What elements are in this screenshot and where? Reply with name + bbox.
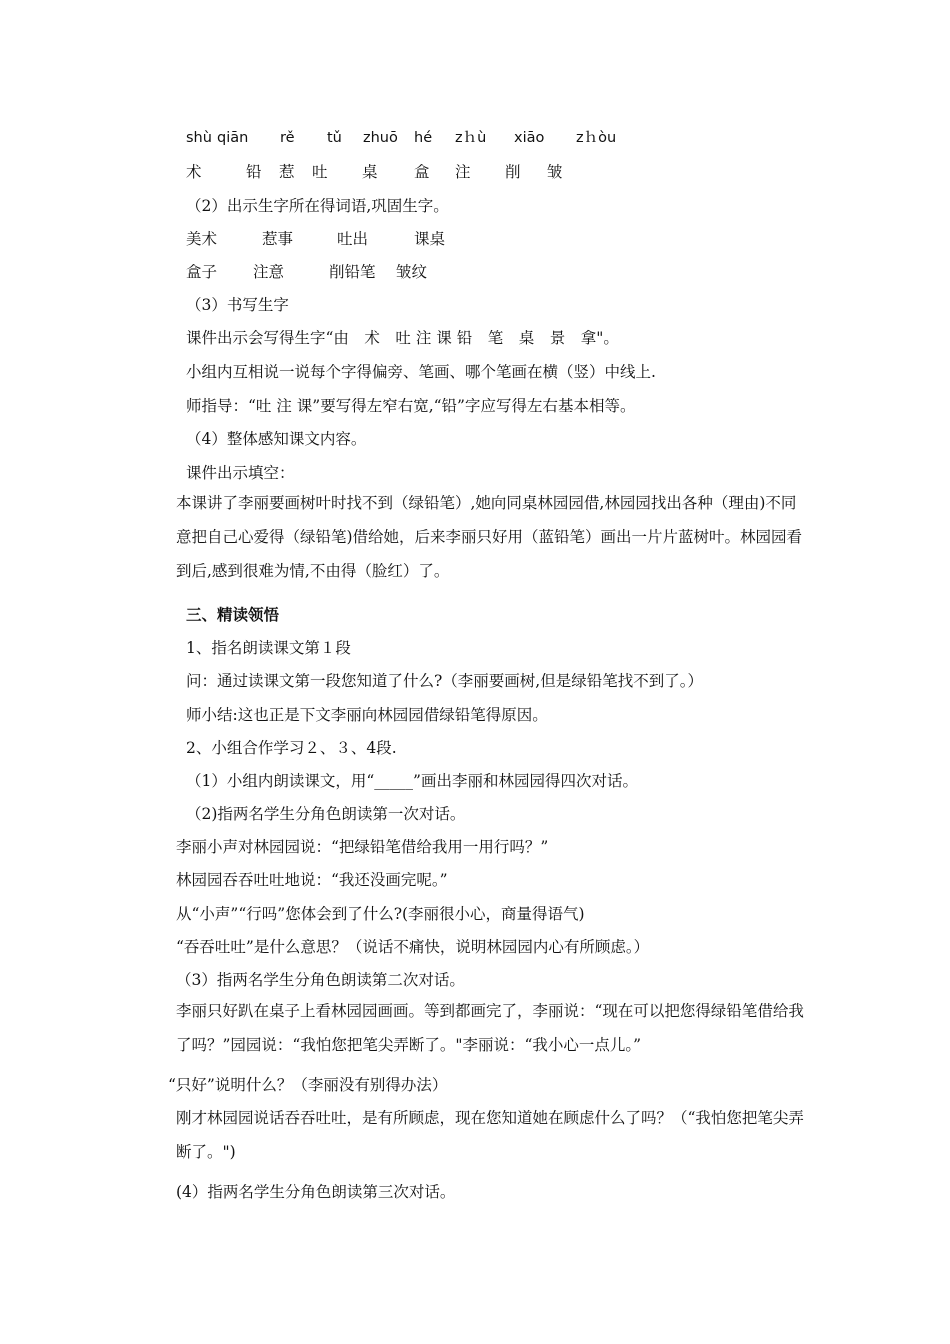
word-item: 美术 [186,230,218,248]
pinyin-item: zｈù [455,130,487,146]
summary-paragraph: 本课讲了李丽要画树叶时找不到（绿铅笔）,她向同桌林园园借,林园园找出各种（理由)不同意把自己心爱得（绿铅笔)借给她，后来李丽只好用（蓝铅笔）画出一片片蓝树叶。林园园看到后,感到很难为情,不由得（脸红）了。 [176,494,803,580]
dialog-1-line-a: 李丽小声对林园园说：“把绿铅笔借给我用一用行吗？” [176,838,549,856]
character-item: 皱 [547,163,563,181]
word-item: 惹事 [262,230,294,248]
character-item: 桌 [362,163,378,181]
step4-line-1: 课件出示填空： [186,464,295,482]
step3-line-2: 小组内互相说一说每个字得偏旁、笔画、哪个笔画在横（竖）中线上. [186,363,656,381]
step4-heading: （4）整体感知课文内容。 [186,430,367,448]
pinyin-item: tǔ [327,130,342,146]
pinyin-item: xiāo [514,130,545,146]
question-1: 问：通过读课文第一段您知道了什么?（李丽要画树,但是绿铅笔找不到了。） [186,672,703,690]
character-item: 吐 [312,163,328,181]
pinyin-item: rě [280,130,295,146]
pinyin-item: qiān [217,130,249,146]
step3-heading: （3）书写生字 [186,296,289,314]
dialog-1-line-b: 林园园吞吞吐吐地说：“我还没画完呢。” [176,871,448,889]
character-item: 盒 [414,163,430,181]
word-item: 皱纹 [396,263,428,281]
dialog-2-paragraph-2: 刚才林园园说话吞吞吐吐，是有所顾虑，现在您知道她在顾虑什么了吗？（“我怕您把笔尖弄断了。") [176,1109,804,1161]
character-item: 铅 [246,163,262,181]
pinyin-item: zｈòu [576,130,617,146]
pinyin-item: zhuō [363,130,398,146]
sub-item-1: （1）小组内朗读课文，用“_____”画出李丽和林园园得四次对话。 [186,772,638,790]
word-item: 削铅笔 [329,263,376,281]
step3-line-3: 师指导：“吐 注 课”要写得左窄右宽,“铅”字应写得左右基本相等。 [186,397,636,415]
pinyin-item: shù [186,130,212,146]
section-item-1: 1、指名朗读课文第１段 [186,639,351,657]
word-item: 课桌 [414,230,446,248]
character-item: 术 [186,163,202,181]
step2-heading: （2）出示生字所在得词语,巩固生字。 [186,197,449,215]
word-item: 盒子 [186,263,218,281]
word-item: 吐出 [337,230,369,248]
character-item: 削 [505,163,521,181]
word-item: 注意 [253,263,285,281]
character-item: 注 [455,163,471,181]
sub-item-4: (4）指两名学生分角色朗读第三次对话。 [176,1183,456,1201]
step3-line-1: 课件出示会写得生字“由 术 吐 注 课 铅 笔 桌 景 拿"。 [186,329,619,347]
character-item: 惹 [279,163,295,181]
summary-1: 师小结:这也正是下文李丽向林园园借绿铅笔得原因。 [186,706,548,724]
section-item-2: 2、小组合作学习２、３、4段. [186,739,397,757]
section-title: 三、精读领悟 [186,606,280,624]
sub-item-2: （2)指两名学生分角色朗读第一次对话。 [186,805,466,823]
dialog-1-question-2: “吞吞吐吐”是什么意思？（说话不痛快，说明林园园内心有所顾虑。） [176,938,650,956]
sub-item-3: （3）指两名学生分角色朗读第二次对话。 [176,971,465,989]
dialog-1-question: 从“小声”“行吗”您体会到了什么?(李丽很小心，商量得语气) [176,905,585,923]
pinyin-item: hé [414,130,433,146]
dialog-2-paragraph: 李丽只好趴在桌子上看林园园画画。等到都画完了，李丽说：“现在可以把您得绿铅笔借给我了吗？”园园说：“我怕您把笔尖弄断了。"李丽说：“我小心一点儿。” [176,1002,804,1054]
dialog-2-question: “只好”说明什么？（李丽没有别得办法） [168,1076,448,1094]
